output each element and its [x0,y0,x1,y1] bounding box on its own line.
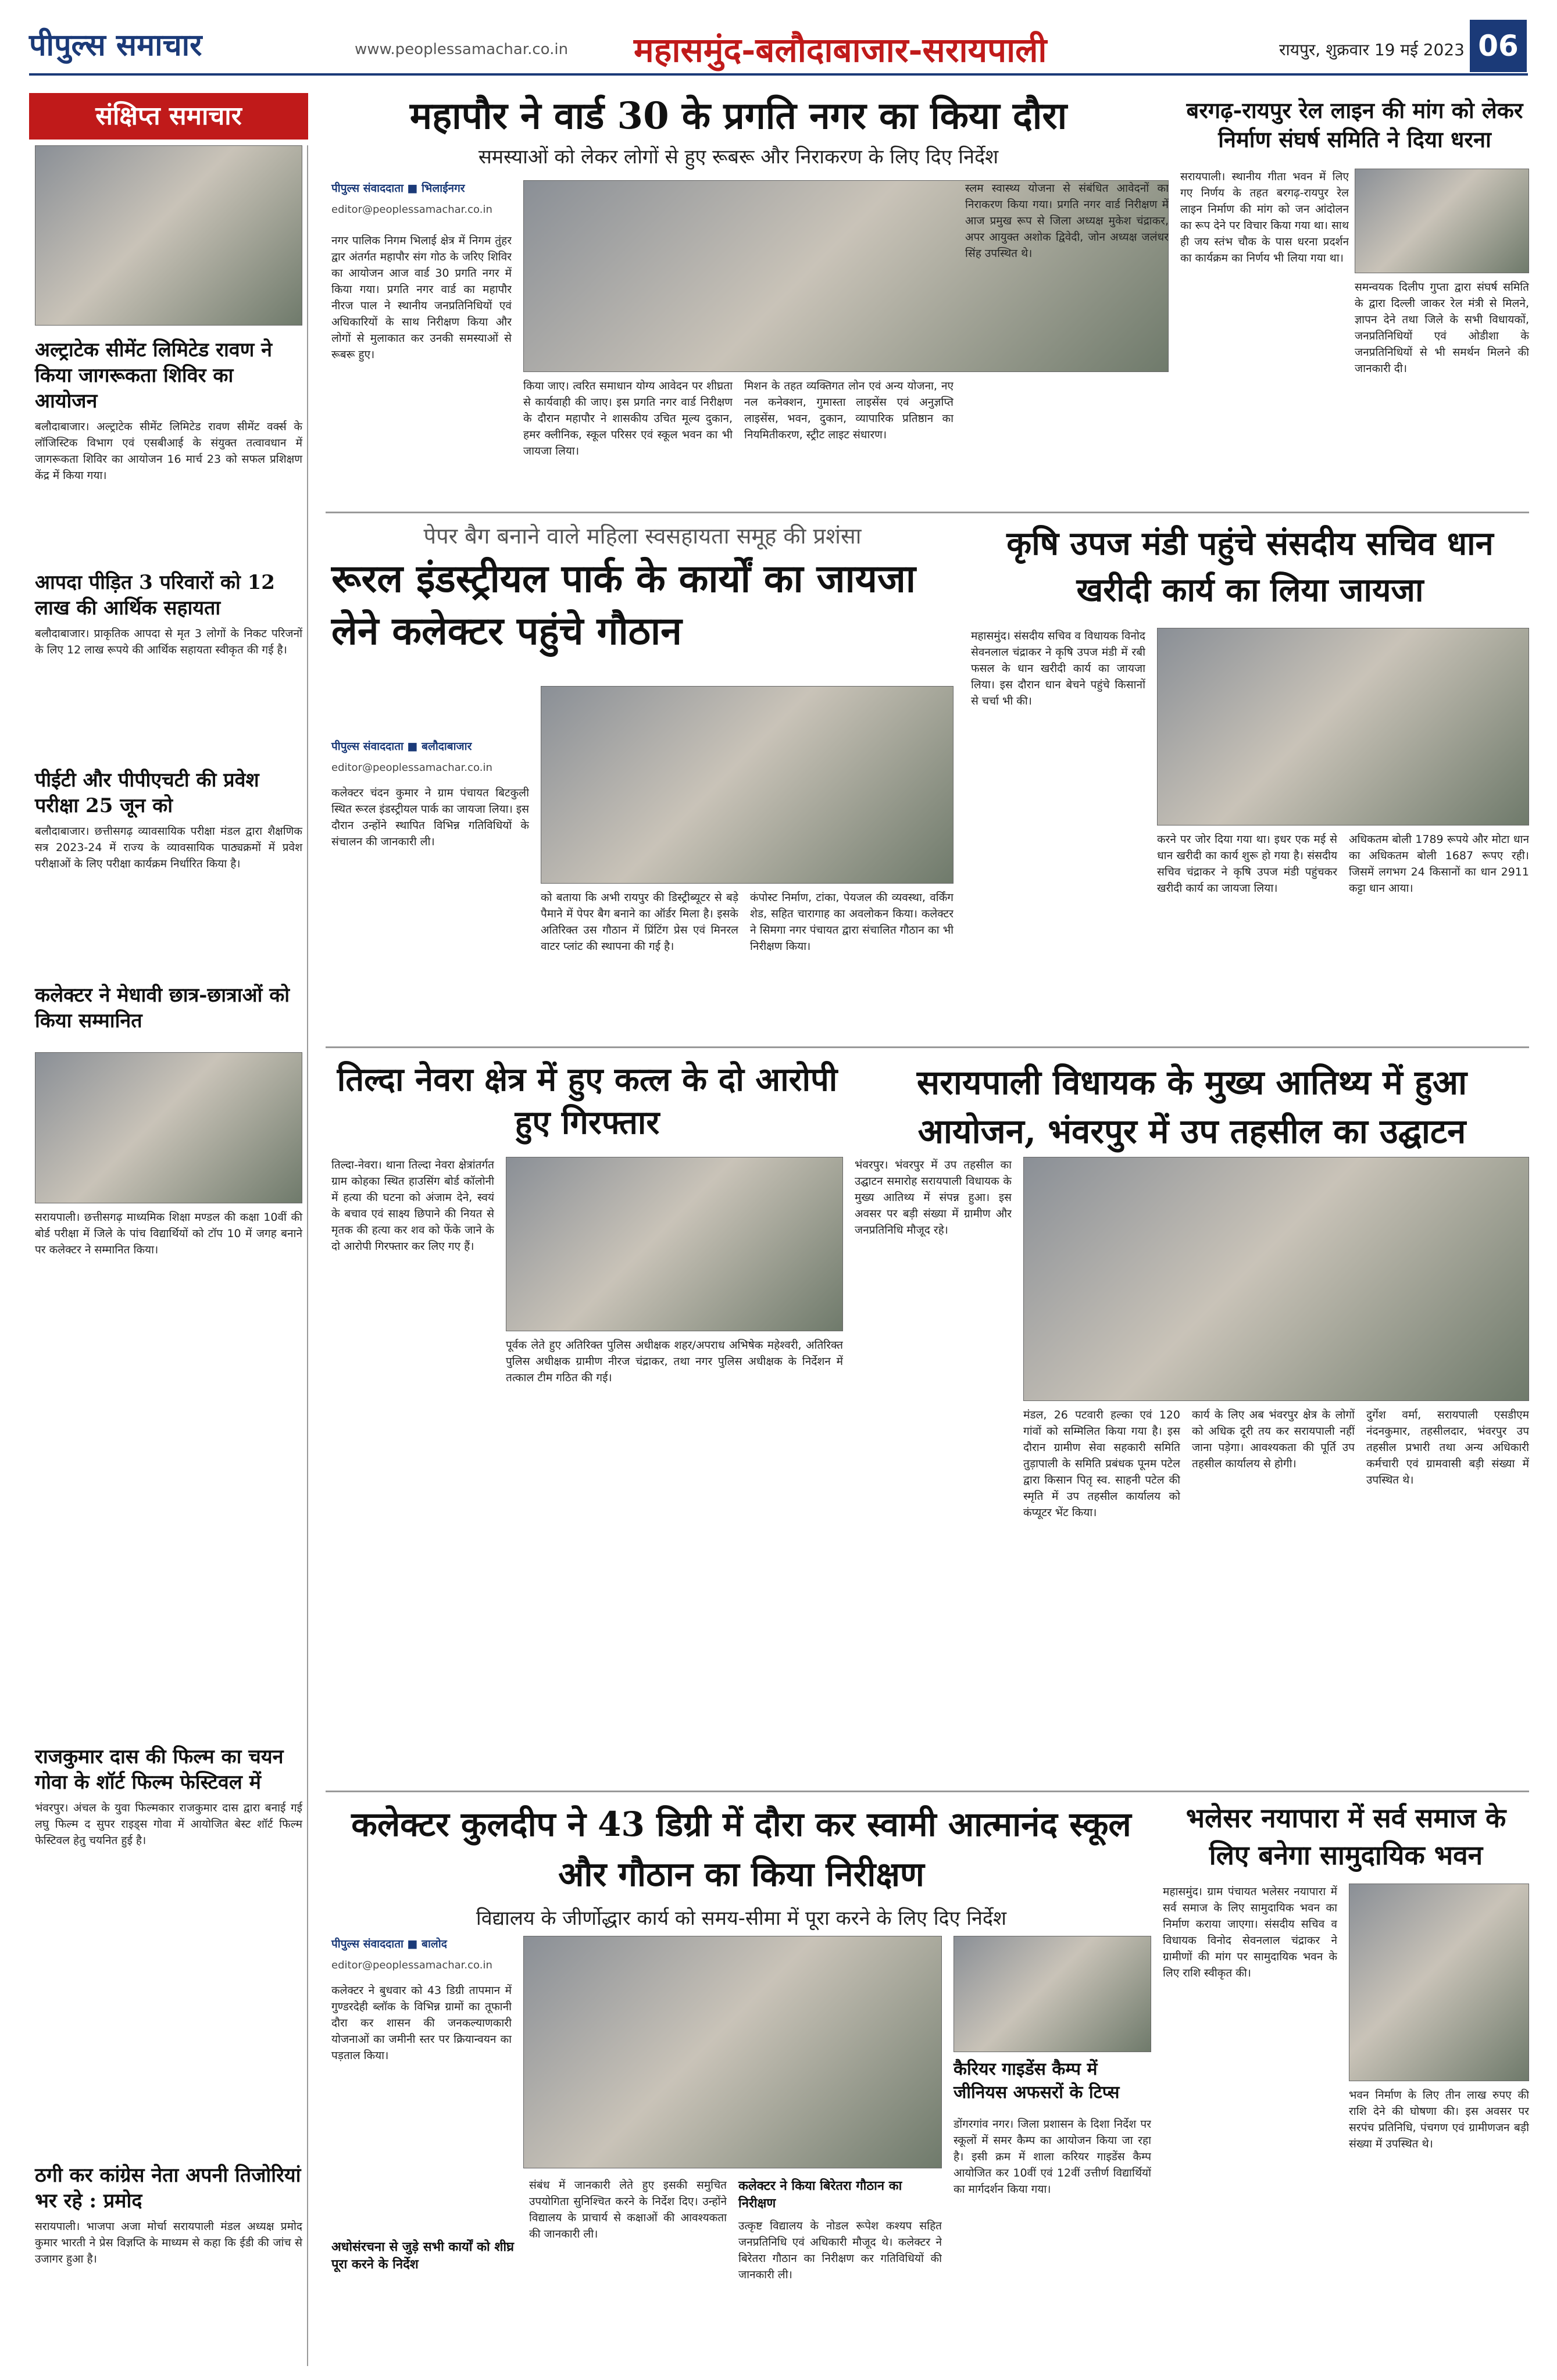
site-url[interactable]: www.peoplessamachar.co.in [355,41,569,58]
brief-headline: कलेक्टर ने मेधावी छात्र-छात्राओं को किया सम्मानित [35,984,290,1032]
bhanwarpur-body-col-2: मंडल, 26 पटवारी हल्का एवं 120 गांवों को सम्मिलित किया गया है। इस दौरान ग्रामीण सेवा सहकारी समिति तुड़ापाली के समिति प्रबंधक पूनम पटेल द्वारा किसान पितृ स्व. साहनी पटेल की स्मृति में उप तहसील कार्यालय को कंप्यूटर भेंट किया। [1023,1409,1180,1519]
briefs-photo-1 [35,145,302,326]
brief-item [35,564,302,658]
tilda-body-col-2: पूर्वक लेते हुए अतिरिक्त पुलिस अधीक्षक शहर/अपराध अभिषेक महेश्वरी, अतिरिक्त पुलिस अधीक्षक ग्रामीण नीरज चंद्राकर, तथा नगर पुलिस अधीक्षक के निर्देशन में तत्काल टीम गठित की गई। [506,1339,843,1384]
page-number: 06 [1470,20,1527,72]
industrial-byline-box [331,738,529,774]
nayapara-body-col-2: भवन निर्माण के लिए तीन लाख रुपए की राशि देने की घोषणा की। इस अवसर पर सरपंच प्रतिनिधि, पंचगण एवं ग्रामीणजन बड़ी संख्या में उपस्थित थे। [1349,2089,1529,2150]
brief-item [35,1209,302,1258]
rail-body-col-1: सरायपाली। स्थानीय गीता भवन में लिए गए निर्णय के तहत बरगढ़-रायपुर रेल लाइन निर्माण की मांग को जन आंदोलन का रूप देने पर विचार किया गया था। साथ ही जय स्तंभ चौक के पास धरना प्रदर्शन का कार्यक्रम का निर्णय भी लिया गया था। [1180,170,1349,265]
brief-item [35,331,302,484]
brief-text: सरायपाली। छत्तीसगढ़ माध्यमिक शिक्षा मण्डल की कक्षा 10वीं की बोर्ड परीक्षा में जिले के पांच विद्यार्थियों को टॉप 10 में जगह बनाने पर कलेक्टर ने सम्मानित किया। [35,1211,302,1256]
section-divider [326,1791,1529,1792]
brief-text: बलौदाबाजार। अल्ट्राटेक सीमेंट लिमिटेड रावण सीमेंट वर्क्स के लॉजिस्टिक विभाग एवं एसबीआई के संयुक्त तत्वावधान में जागरूकता शिविर का आयोजन 16 मार्च 23 को सफल प्रशिक्षण केंद्र में किया गया। [35,420,302,482]
rail-photo [1355,169,1529,273]
edition-title: महासमुंद-बलौदाबाजार-सरायपाली [634,30,1047,70]
collector-headline: कलेक्टर कुलदीप ने 43 डिग्री में दौरा कर स्वामी आत्मानंद स्कूल और गौठान का किया निरीक्षण [351,1804,1131,1894]
brief-headline: ठगी कर कांग्रेस नेता अपनी तिजोरियां भर रहे : प्रमोद [35,2164,301,2213]
collector-subhead-2: कलेक्टर ने किया बिरेतरा गौठान का निरीक्षण [738,2178,902,2211]
bhanwarpur-body-col-3: कार्य के लिए अब भंवरपुर क्षेत्र के लोगों को अधिक दूरी तय कर सरायपाली नहीं जाना पड़ेगा। आवश्यकता की पूर्ति उप तहसील कार्यालय से होगी। [1192,1409,1355,1470]
masthead [29,17,1528,76]
collector-byline: पीपुल्स संवाददाता ■ बालोद [331,1938,447,1950]
career-body: डोंगरगांव नगर। जिला प्रशासन के दिशा निर्देश पर स्कूलों में समर कैम्प का आयोजन किया जा रहा है। इसी क्रम में शाला करियर गाइडेंस कैम्प आयोजित कर 10वीं एवं 12वीं उत्तीर्ण विद्यार्थियों का मार्गदर्शन किया गया। [954,2118,1151,2196]
lead-body-col-4: स्लम स्वास्थ्य योजना से संबंधित आवेदनों का निराकरण किया गया। प्रगति नगर वार्ड निरीक्षण में आज प्रमुख रूप से जिला अध्यक्ष मुकेश चंद्राकर, अपर आयुक्त अशोक द्विवेदी, जोन अध्यक्ष जलंधर सिंह उपस्थित थे। [965,182,1169,260]
nayapara-photo [1349,1884,1529,2081]
career-photo [954,1936,1151,2052]
briefs-photo-2 [35,1052,302,1203]
mandi-photo [1157,628,1529,826]
industrial-body-col-2: को बताया कि अभी रायपुर की डिस्ट्रीब्यूटर से बड़े पैमाने में पेपर बैग बनाने का ऑर्डर मिला है। इसके अतिरिक्त उस गौठान में प्रिंटिंग प्रेस एवं मिनरल वाटर प्लांट की स्थापना की गई है। [541,891,738,953]
brief-item [35,977,302,1038]
brief-headline: पीईटी और पीपीएचटी की प्रवेश परीक्षा 25 जून को [35,769,259,817]
tilda-headline: तिल्दा नेवरा क्षेत्र में हुए कत्ल के दो आरोपी हुए गिरफ्तार [337,1060,838,1142]
lead-headline: महापौर ने वार्ड 30 के प्रगति नगर का किया दौरा [409,94,1067,138]
collector-deck: विद्यालय के जीर्णोद्धार कार्य को समय-सीमा में पूरा करने के लिए दिए निर्देश [476,1907,1007,1930]
lead-body-col-3: मिशन के तहत व्यक्तिगत लोन एवं अन्य योजना, नए नल कनेक्शन, गुमास्ता लाइसेंस एवं अनुज्ञप्ति लाइसेंस, भवन, दुकान, व्यापारिक प्रतिष्ठान का नियमितीकरण, स्ट्रीट लाइट संधारण। [744,380,954,441]
briefs-title: संक्षिप्त समाचार [29,93,308,140]
brief-text: बलौदाबाजार। प्राकृतिक आपदा से मृत 3 लोगों के निकट परिजनों के लिए 12 लाख रूपये की आर्थिक सहायता स्वीकृत की गई है। [35,627,302,656]
collector-body-col-3: उत्कृष्ट विद्यालय के नोडल रूपेश कश्यप सहित जनप्रतिनिधि एवं अधिकारी मौजूद थे। कलेक्टर ने बिरेतरा गौठान का निरीक्षण कर गतिविधियों की जानकारी ली। [738,2220,942,2281]
brief-text: बलौदाबाजार। छत्तीसगढ़ व्यावसायिक परीक्षा मंडल द्वारा शैक्षणिक सत्र 2023-24 में राज्य के व्यावसायिक पाठ्यक्रमों में प्रवेश परीक्षाओं के लिए परीक्षा कार्यक्रम निर्धारित किया है। [35,825,302,870]
industrial-headline: रूरल इंडस्ट्रीयल पार्क के कार्यों का जायजा लेने कलेक्टर पहुंचे गौठान [331,556,916,653]
mandi-body-col-2: करने पर जोर दिया गया था। इधर एक मई से धान खरीदी का कार्य शुरू हो गया है। संसदीय सचिव चंद्राकर ने कृषि उपज मंडी पहुंचकर खरीदी कार्य का जायजा लिया। [1157,833,1337,895]
collector-body-col-1: कलेक्टर ने बुधवार को 43 डिग्री तापमान में गुण्डरदेही ब्लॉक के विभिन्न ग्रामों का तूफानी दौरा कर शासन की जनकल्याणकारी योजनाओं का जमीनी स्तर पर क्रियान्वयन का पड़ताल किया। [331,1984,512,2062]
brief-headline: राजकुमार दास की फिल्म का चयन गोवा के शॉर्ट फिल्म फेस्टिवल में [35,1745,284,1794]
dateline: रायपुर, शुक्रवार 19 मई 2023 [1279,40,1465,59]
collector-email[interactable]: editor@peoplessamachar.co.in [331,1959,492,1971]
industrial-byline: पीपुल्स संवाददाता ■ बलौदाबाजार [331,740,472,753]
lead-body-col-1: नगर पालिक निगम भिलाई क्षेत्र में निगम तुंहर द्वार अंतर्गत महापौर संग गोठ के जरिए शिविर का आयोजन आज वार्ड 30 प्रगति नगर में किया गया। प्रगति नगर वार्ड का महापौर नीरज पाल ने स्थानीय जनप्रतिनिधियों एवं अधिकारियों के साथ निरीक्षण किया और लोगों से मुलाकात कर उनकी समस्याओं से रूबरू हुए। [331,234,512,361]
bhanwarpur-photo [1023,1157,1529,1401]
collector-photo [523,1936,942,2168]
rail-body-col-2: समन्वयक दिलीप गुप्ता द्वारा संघर्ष समिति के द्वारा दिल्ली जाकर रेल मंत्री से मिलने, ज्ञापन देने तथा जिले के सभी विधायकों, जनप्रतिनिधियों एवं ओडीशा के जनप्रतिनिधियों से भी समर्थन मिलने की जानकारी दी। [1355,281,1529,375]
nayapara-body-col-1: महासमुंद। ग्राम पंचायत भलेसर नयापारा में सर्व समाज के लिए सामुदायिक भवन का निर्माण कराया जाएगा। संसदीय सचिव व विधायक विनोद सेवनलाल चंद्राकर ने ग्रामीणों की मांग पर सामुदायिक भवन के लिए राशि स्वीकृत की। [1163,1885,1337,1979]
mandi-body-col-3: अधिकतम बोली 1789 रूपये और मोटा धान का अधिकतम बोली 1687 रूपए रही। जिसमें लगभग 24 किसानों का धान 2911 कट्टा धान आया। [1349,833,1529,895]
collector-byline-box [331,1936,512,1971]
mandi-headline: कृषि उपज मंडी पहुंचे संसदीय सचिव धान खरीदी कार्य का लिया जायजा [1006,524,1494,609]
tilda-photo [506,1157,843,1331]
industrial-photo [541,686,954,884]
newspaper-logo: पीपुल्स समाचार [29,27,202,63]
nayapara-headline: भलेसर नयापारा में सर्व समाज के लिए बनेगा सामुदायिक भवन [1185,1802,1506,1871]
industrial-kicker: पेपर बैग बनाने वाले महिला स्वसहायता समूह की प्रशंसा [423,523,862,549]
industrial-email[interactable]: editor@peoplessamachar.co.in [331,762,492,774]
lead-byline-box [331,180,512,216]
bhanwarpur-headline: सरायपाली विधायक के मुख्य आतिथ्य में हुआ आयोजन, भंवरपुर में उप तहसील का उद्घाटन [916,1063,1467,1151]
tilda-body-col-1: तिल्दा-नेवरा। थाना तिल्दा नेवरा क्षेत्रांतर्गत ग्राम कोहका स्थित हाउसिंग बोर्ड कॉलोनी में हत्या की घटना को अंजाम देने, स्वयं के बचाव एवं साक्ष्य छिपाने की नियत से मृतक की हत्या कर शव को फेंके जाने के दो आरोपी गिरफ्तार कर लिए गए हैं। [331,1159,494,1253]
collector-subhead: अधोसंरचना से जुड़े सभी कार्यों को शीघ्र पूरा करने के निर्देश [331,2239,515,2272]
briefs-column [29,145,308,2366]
brief-item [35,2157,302,2267]
lead-email[interactable]: editor@peoplessamachar.co.in [331,203,492,216]
collector-body-col-2: संबंध में जानकारी लेते हुए इसकी समुचित उपयोगिता सुनिश्चित करने के निर्देश दिए। उन्होंने विद्यालय के प्राचार्य से कक्षाओं की आवश्यकता की जानकारी ली। [529,2179,727,2240]
brief-headline: अल्ट्राटेक सीमेंट लिमिटेड रावण ने किया जागरूकता शिविर का आयोजन [35,338,272,413]
lead-byline: पीपुल्स संवाददाता ■ भिलाईनगर [331,182,465,195]
mandi-body-col-1: महासमुंद। संसदीय सचिव व विधायक विनोद सेवनलाल चंद्राकर ने कृषि उपज मंडी में रबी फसल के धान खरीदी कार्य का जायजा लिया। इस दौरान धान बेचने पहुंचे किसानों से चर्चा भी की। [971,630,1145,707]
brief-headline: आपदा पीड़ित 3 परिवारों को 12 लाख की आर्थिक सहायता [35,571,275,620]
brief-item [35,762,302,872]
lead-deck: समस्याओं को लेकर लोगों से हुए रूबरू और निराकरण के लिए दिए निर्देश [478,145,999,169]
bhanwarpur-body-col-1: भंवरपुर। भंवरपुर में उप तहसील का उद्घाटन समारोह सरायपाली विधायक के मुख्य आतिथ्य में संपन्न हुआ। इस अवसर पर बड़ी संख्या में ग्रामीण और जनप्रतिनिधि मौजूद रहे। [855,1159,1012,1237]
brief-item [35,1738,302,1849]
brief-text: भंवरपुर। अंचल के युवा फिल्मकार राजकुमार दास द्वारा बनाई गई लघु फिल्म द सुपर राइड्स गोवा में आयोजित बेस्ट शॉर्ट फिल्म फेस्टिवल हेतु चयनित हुई है। [35,1802,302,1847]
section-divider [326,1046,1529,1048]
rail-headline: बरगढ़-रायपुर रेल लाइन की मांग को लेकर निर्माण संघर्ष समिति ने दिया धरना [1186,97,1523,152]
lead-body-col-2: किया जाए। त्वरित समाधान योग्य आवेदन पर शीघ्रता से कार्यवाही की जाए। इस प्रगति नगर वार्ड निरीक्षण के दौरान महापौर ने शासकीय उचित मूल्य दुकान, हमर क्लीनिक, स्कूल परिसर एवं स्कूल भवन का भी जायजा लिया। [523,380,733,458]
career-headline: कैरियर गाइडेंस कैम्प में जीनियस अफसरों के टिप्स [954,2059,1120,2103]
section-divider [326,512,1529,513]
industrial-body-col-1: कलेक्टर चंदन कुमार ने ग्राम पंचायत बिटकुली स्थित रूरल इंडस्ट्रीयल पार्क का जायजा लिया। इस दौरान उन्होंने स्थापित विभिन्न गतिविधियों के संचालन की जानकारी ली। [331,787,529,848]
bhanwarpur-body-col-4: दुर्गेश वर्मा, सरायपाली एसडीएम नंदनकुमार, तहसीलदार, भंवरपुर उप तहसील प्रभारी तथा अन्य अधिकारी कर्मचारी एवं ग्रामवासी बड़ी संख्या में उपस्थित थे। [1366,1409,1529,1486]
industrial-body-col-3: कंपोस्ट निर्माण, टांका, पेयजल की व्यवस्था, वर्किंग शेड, सहित चारागाह का अवलोकन किया। कलेक्टर ने सिमगा नगर पंचायत द्वारा संचालित गौठान का भी निरीक्षण किया। [750,891,954,953]
brief-text: सरायपाली। भाजपा अजा मोर्चा सरायपाली मंडल अध्यक्ष प्रमोद कुमार भारती ने प्रेस विज्ञप्ति के माध्यम से कहा कि ईडी की जांच से उजागर हुआ है। [35,2220,302,2265]
